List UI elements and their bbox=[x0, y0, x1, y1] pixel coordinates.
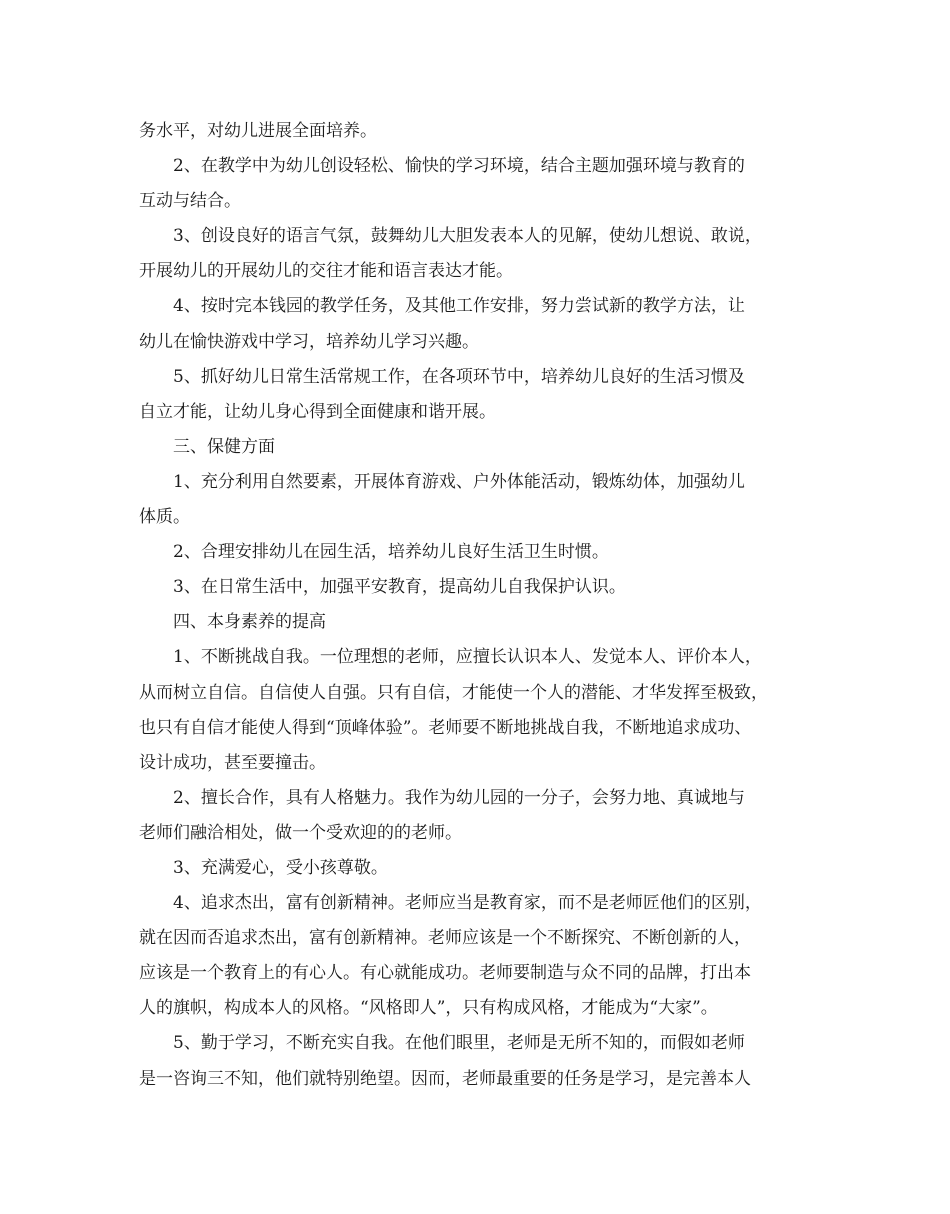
text-line: 是一咨询三不知，他们就特别绝望。因而，老师最重要的任务是学习，是完善本人 bbox=[139, 1068, 751, 1089]
text-line: 3、创设良好的语言气氛，鼓舞幼儿大胆发表本人的见解，使幼儿想说、敢说， bbox=[173, 226, 762, 247]
text-line: 体质。 bbox=[139, 507, 190, 528]
text-line: 开展幼儿的开展幼儿的交往才能和语言表达才能。 bbox=[139, 261, 513, 282]
text-line: 5、抓好幼儿日常生活常规工作，在各项环节中，培养幼儿良好的生活习惯及 bbox=[173, 366, 745, 387]
text-line: 务水平，对幼儿进展全面培养。 bbox=[139, 121, 377, 141]
text-line: 应该是一个教育上的有心人。有心就能成功。老师要制造与众不同的品牌，打出本 bbox=[139, 963, 751, 984]
text-line: 就在因而否追求杰出，富有创新精神。老师应该是一个不断探究、不断创新的人， bbox=[139, 928, 751, 949]
section-heading: 四、本身素养的提高 bbox=[173, 612, 326, 633]
text-line: 幼儿在愉快游戏中学习，培养幼儿学习兴趣。 bbox=[139, 331, 479, 352]
text-line: 也只有自信才能使人得到“顶峰体验”。老师要不断地挑战自我，不断地追求成功、 bbox=[139, 717, 752, 738]
text-line: 4、按时完本钱园的教学任务，及其他工作安排，努力尝试新的教学方法，让 bbox=[173, 296, 745, 317]
text-line: 老师们融洽相处，做一个受欢迎的的老师。 bbox=[139, 822, 462, 843]
text-line: 2、在教学中为幼儿创设轻松、愉快的学习环境，结合主题加强环境与教育的 bbox=[173, 156, 745, 177]
text-line: 3、在日常生活中，加强平安教育，提高幼儿自我保护认识。 bbox=[173, 577, 626, 598]
text-line: 自立才能，让幼儿身心得到全面健康和谐开展。 bbox=[139, 401, 496, 422]
text-line: 人的旗帜，构成本人的风格。“风格即人”，只有构成风格，才能成为“大家”。 bbox=[139, 998, 718, 1019]
section-heading: 三、保健方面 bbox=[173, 436, 275, 457]
text-line: 3、充满爱心，受小孩尊敬。 bbox=[173, 857, 388, 878]
text-line: 设计成功，甚至要撞击。 bbox=[139, 752, 326, 773]
text-line: 1、充分利用自然要素，开展体育游戏、户外体能活动，锻炼幼体，加强幼儿 bbox=[173, 471, 745, 492]
document-body bbox=[139, 114, 819, 1097]
text-line: 从而树立自信。自信使人自强。只有自信，才能使一个人的潜能、才华发挥至极致， bbox=[139, 682, 768, 703]
text-line: 2、合理安排幼儿在园生活，培养幼儿良好生活卫生时惯。 bbox=[173, 542, 609, 563]
text-line: 5、勤于学习，不断充实自我。在他们眼里，老师是无所不知的，而假如老师 bbox=[173, 1033, 745, 1054]
text-line: 4、追求杰出，富有创新精神。老师应当是教育家，而不是老师匠他们的区别， bbox=[173, 893, 762, 914]
text-line: 互动与结合。 bbox=[139, 191, 241, 212]
text-line: 2、擅长合作，具有人格魅力。我作为幼儿园的一分子，会努力地、真诚地与 bbox=[173, 787, 745, 808]
text-line: 1、不断挑战自我。一位理想的老师，应擅长认识本人、发觉本人、评价本人， bbox=[173, 647, 762, 668]
